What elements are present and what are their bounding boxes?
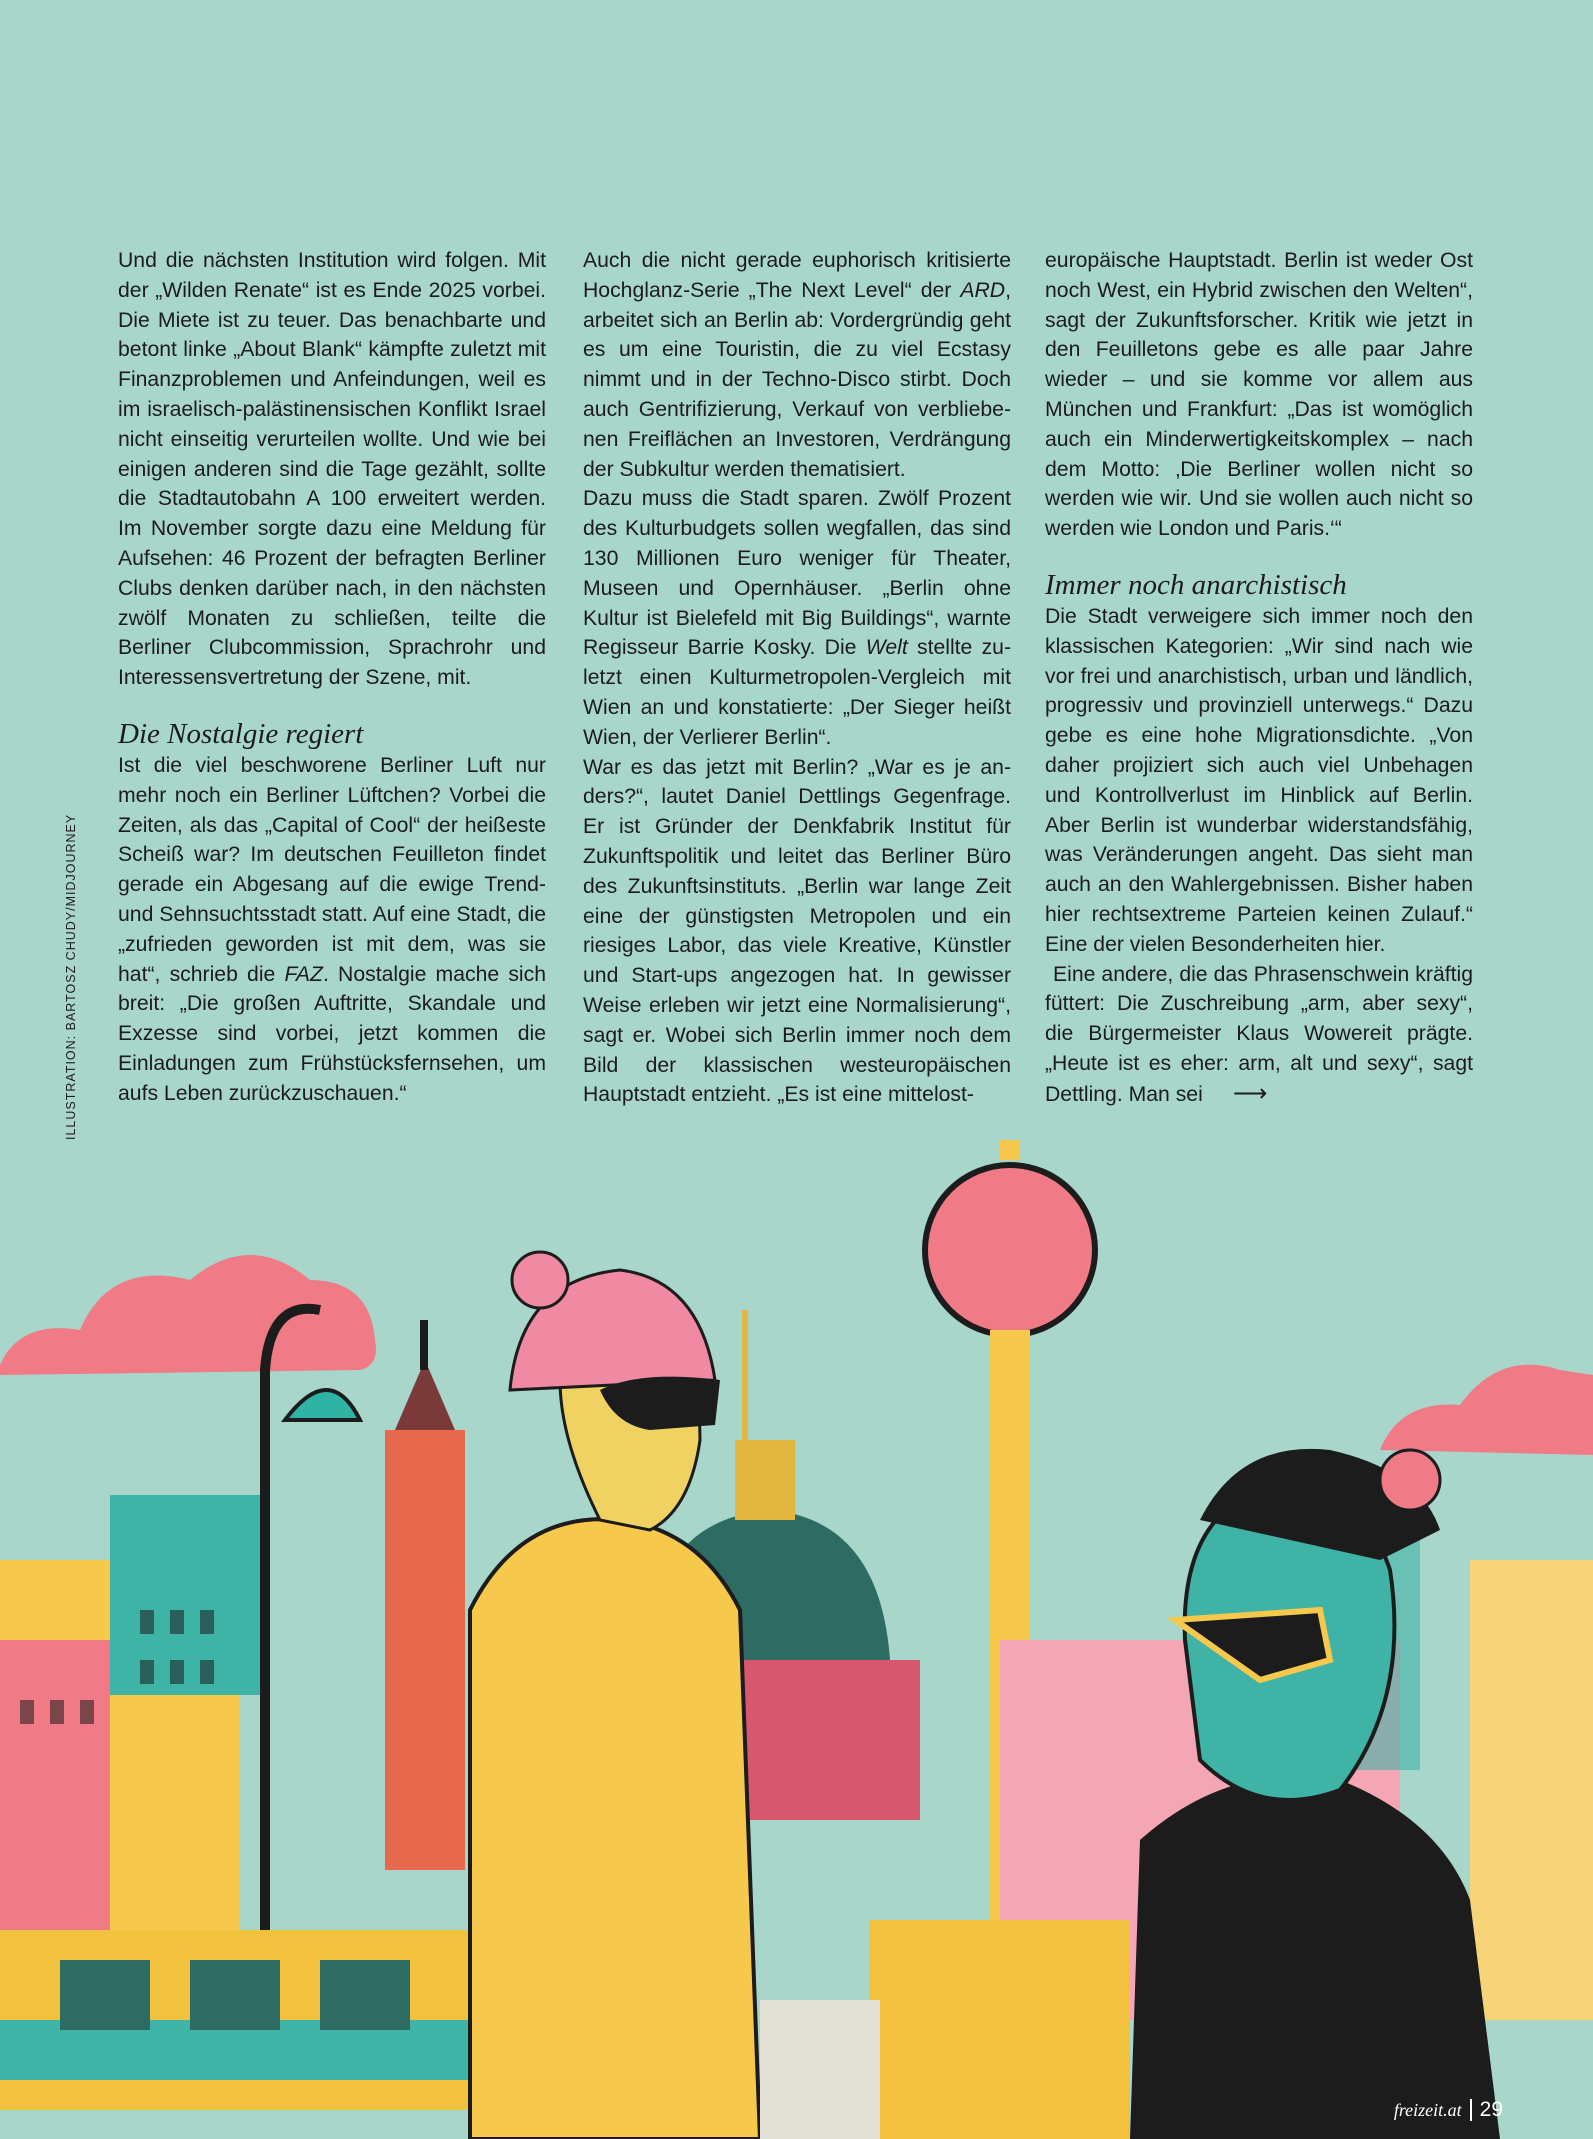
article-column-3 xyxy=(1045,246,1473,1110)
divider xyxy=(1470,2099,1472,2121)
paragraph: Ist die viel beschworene Berliner Luft nur mehr noch ein Berliner Lüftchen? Vorbei die Zeiten, als das „Capital of Cool“ der heißeste Scheiß war? Im deutschen Feuilleton findet gerade ein Abgesang auf die ewige Trend- und Sehnsuchtsstadt statt. Auf eine Stadt, die „zufrieden geworden ist mit dem, was sie hat“, schrieb die FAZ. Nostalgie mache sich breit: „Die großen Auftritte, Skandale und Exzesse sind vorbei, jetzt kommen die Einladungen zum Frühstücksfernsehen, um aufs Leben zurückzuschauen.“ xyxy=(118,753,546,1105)
article-column-1 xyxy=(118,246,546,1109)
paragraph: War es das jetzt mit Berlin? „War es je anders?“, lautet Daniel Dettlings Gegenfrage. Er ist Gründer der Denkfabrik Institut für Zukunftspolitik und leitet das Berliner Büro des Zukunftsinstituts. „Berlin war lange Zeit eine der günstigsten Metropolen und ein riesiges Labor, das viele Kreative, Künstler und Start-ups angezogen hat. In gewisser Weise erleben wir jetzt eine Normalisierung“, sagt er. Wobei sich Berlin immer noch dem Bild der klassischen westeuropäischen Hauptstadt entzieht. „Es ist eine mittelost- xyxy=(583,755,1011,1107)
paragraph: europäische Hauptstadt. Berlin ist weder Ost noch West, ein Hybrid zwischen den Welten“, sagt der Zukunftsforscher. Kritik wie jetzt in den Feuilletons gebe es alle paar Jahre wieder – und sie komme vor allem aus München und Frankfurt: „Das ist womöglich auch ein Minderwertigkeitskomplex – nach dem Motto: ‚Die Berliner wollen nicht so werden wie wir. Und sie wollen auch nicht so werden wie London und Paris.‘“ xyxy=(1045,249,1473,541)
section-heading: Die Nostalgie regiert xyxy=(118,717,364,750)
clouds xyxy=(0,1255,1593,1455)
article-column-2 xyxy=(583,246,1011,1110)
paragraph: Und die nächsten Institution wird folgen. Mit der „Wilden Renate“ ist es Ende 2025 vorbei. Die Miete ist zu teuer. Das benachbarte und betont linke „About Blank“ kämpfte zuletzt mit Finanzproblemen und Anfeindungen, weil es im israelisch-palästinensischen Konflikt Israel nicht einseitig verurteilen wollte. Und wie bei einigen anderen sind die Tage gezählt, sollte die Stadtautobahn A 100 erweitert werden. Im November sorgte dazu eine Meldung für Aufsehen: 46 Prozent der befragten Berliner Clubs denken darüber nach, in den nächsten zwölf Monaten zu schließen, teilte die Berliner Clubcommission, Sprachrohr und Interessensvertretung der Szene, mit. xyxy=(118,249,546,690)
paragraph: Eine andere, die das Phrasenschwein kräftig füttert: Die Zuschreibung „arm, aber sexy“, die Bürgermeister Klaus Wowereit prägte. „Heute ist es eher: arm, alt und sexy“, sagt Dettling. Man sei ⟶ xyxy=(1045,962,1473,1107)
berlin-illustration xyxy=(0,1140,1593,2139)
brand-label: freizeit.at xyxy=(1393,2100,1462,2120)
page-number: 29 xyxy=(1479,2098,1503,2121)
page-footer xyxy=(1394,2098,1503,2122)
paragraph: Die Stadt verweigere sich immer noch den klassischen Kategorien: „Wir sind nach wie vor frei und anarchistisch, urban und ländlich, progressiv und provinziell unterwegs.“ Dazu gebe es eine hohe Migrationsdichte. „Von daher projiziert sich auch viel Unbehagen und Kontrollverlust im Hinblick auf Berlin. Aber Berlin ist wunderbar widerstandsfähig, was Veränderungen angeht. Das sieht man auch an den Wahlergebnissen. Bisher haben hier rechtsextreme Parteien keinen Zulauf.“ Eine der vielen Besonderheiten hier. xyxy=(1045,604,1473,956)
continue-arrow-icon: ⟶ xyxy=(1232,1079,1268,1107)
paragraph: Dazu muss die Stadt sparen. Zwölf Prozent des Kulturbudgets sollen wegfallen, das sind 130 Millionen Euro weniger für Theater, Museen und Opernhäuser. „Berlin ohne Kultur ist Bielefeld mit Big Buildings“, warnte Regisseur Barrie Kosky. Die Welt stellte zuletzt einen Kulturmetropolen-Vergleich mit Wien an und konstatierte: „Der Sieger heißt Wien, der Verlierer Berlin“. xyxy=(583,487,1012,749)
section-heading: Immer noch anarchistisch xyxy=(1045,568,1347,601)
paragraph: Auch die nicht gerade euphorisch kritisierte Hochglanz-Serie „The Next Level“ der ARD, arbeitet sich an Berlin ab: Vordergründig geht es um eine Touristin, die zu viel Ecstasy nimmt und in der Techno-Disco stirbt. Doch auch Gentrifizierung, Verkauf von verbliebenen Freiflächen an Investoren, Verdrängung der Subkultur werden thematisiert. xyxy=(583,249,1011,481)
illustration-credit: ILLUSTRATION: BARTOSZ CHUDY/MIDJOURNEY xyxy=(64,813,78,1140)
